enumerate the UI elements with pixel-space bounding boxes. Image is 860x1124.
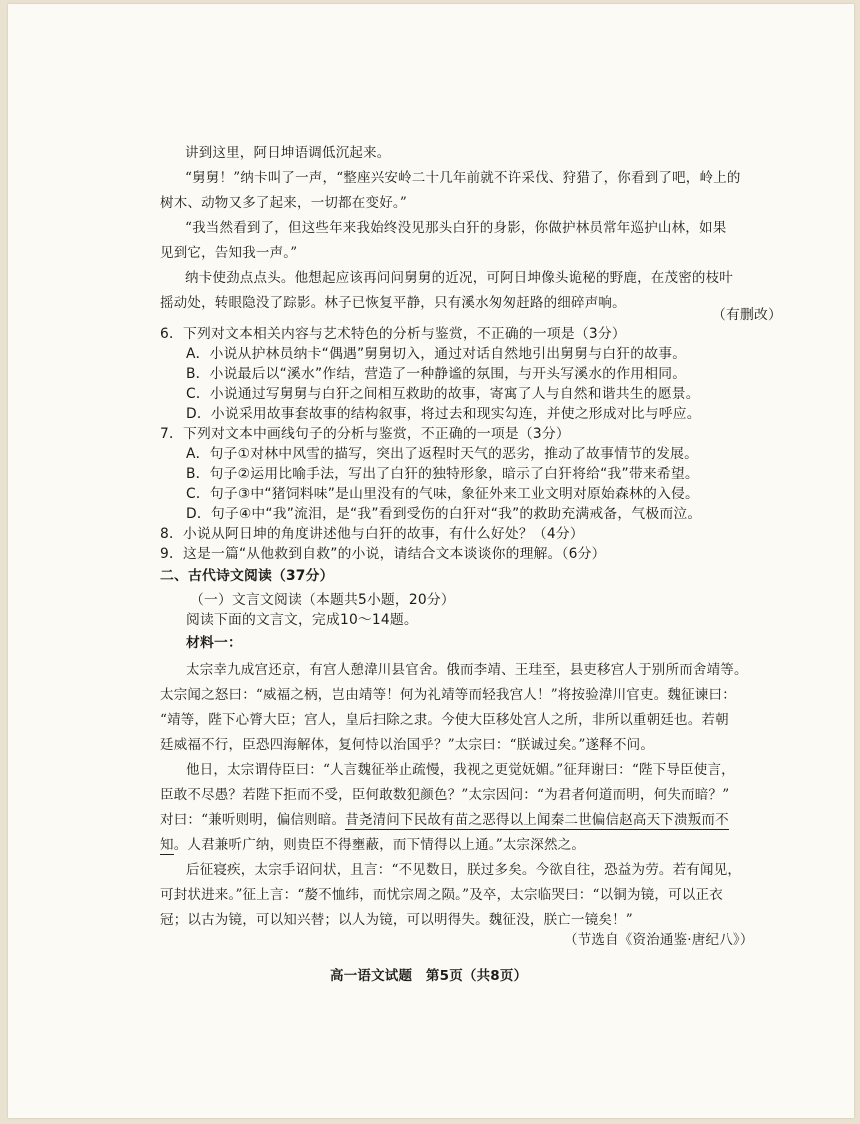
classical-paragraph-1-line-1: 太宗幸九成宫还京，有宫人憩湋川县官舍。俄而李靖、王珪至，县吏移宫人于别所而舍靖等。 (186, 662, 748, 678)
question-9: 9．这是一篇“从他救到自救”的小说，请结合文本谈谈你的理解。（6分） (160, 546, 606, 562)
question-8: 8．小说从阿日坤的角度讲述他与白犴的故事，有什么好处？（4分） (160, 526, 584, 542)
question-6: 6．下列对文本相关内容与艺术特色的分析与鉴赏，不正确的一项是（3分） (160, 326, 626, 342)
classical-paragraph-2-line-1: 他日，太宗谓侍臣曰：“人言魏征举止疏慢，我视之更觉妩媚。”征拜谢曰：“陛下导臣使言， (186, 762, 735, 778)
question-6-option-b: B．小说最后以“溪水”作结，营造了一种静谧的氛围，与开头写溪水的作用相同。 (186, 366, 687, 382)
classical-paragraph-3-line-2: 可封状进来。”征上言：“嫠不恤纬，而忧宗周之陨。”及卒，太宗临哭曰：“以铜为镜，可以正衣 (160, 887, 723, 903)
passage-paragraph-4-line-2: 摇动处，转眼隐没了踪影。林子已恢复平静，只有溪水匆匆赶路的细碎声响。 (160, 295, 626, 311)
classical-paragraph-1-line-2: 太宗闻之怒曰：“威福之柄，岂由靖等！何为礼靖等而轻我宫人！”将按验湋川官吏。魏征谏曰： (160, 687, 736, 703)
classical-closing-text: 。人君兼听广纳，则贵臣不得壅蔽，而下情得以上通。”太宗深然之。 (173, 837, 586, 853)
classical-reading-subheading: （一）文言文阅读（本题共5小题，20分） (190, 592, 455, 608)
classical-paragraph-2-line-2: 臣敢不尽愚？若陛下拒而不受，臣何敢数犯颜色？”太宗因问：“为君者何道而明，何失而暗？” (160, 787, 730, 803)
section-2-heading: 二、古代诗文阅读（37分） (160, 568, 334, 584)
question-7-option-c: C．句子③中“猪饲料味”是山里没有的气味，象征外来工业文明对原始森林的入侵。 (186, 486, 699, 502)
classical-paragraph-1-line-4: 廷威福不行，臣恐四海解体，复何恃以治国乎？”太宗曰：“朕诚过矣。”遂释不问。 (160, 737, 655, 753)
passage-paragraph-2-line-2: 树木、动物又多了起来，一切都在变好。” (160, 195, 407, 211)
passage-paragraph-2-line-1: “舅舅！”纳卡叫了一声，“整座兴安岭二十几年前就不许采伐、狩猎了，你看到了吧，岭上的 (185, 170, 741, 186)
underlined-sentence-part-1: 昔尧清问下民故有苗之恶得以上闻秦二世偏信赵高天下溃叛而不 (345, 812, 729, 828)
page-footer: 高一语文试题 第5页（共8页） (330, 968, 528, 984)
passage-paragraph-4-line-1: 纳卡使劲点点头。他想起应该再问问舅舅的近况，可阿日坤像头诡秘的野鹿，在茂密的枝叶 (185, 270, 733, 286)
underlined-sentence-part-2: 知 (160, 837, 174, 853)
classical-reply-text: 对曰：“兼听则明，偏信则暗。 (160, 812, 346, 828)
question-7-option-b: B．句子②运用比喻手法，写出了白犴的独特形象，暗示了白犴将给“我”带来希望。 (186, 466, 699, 482)
material-one-label: 材料一： (186, 635, 242, 651)
classical-paragraph-2-line-4 (160, 835, 585, 855)
classical-reading-instruction: 阅读下面的文言文，完成10～14题。 (186, 612, 418, 628)
question-6-option-d: D．小说采用故事套故事的结构叙事，将过去和现实勾连，并使之形成对比与呼应。 (186, 406, 701, 422)
classical-paragraph-3-line-1: 后征寝疾，太宗手诏问状，且言：“不见数日，朕过多矣。今欲自往，恐益为劳。若有闻见， (186, 862, 742, 878)
classical-source: （节选自《资治通鉴·唐纪八》） (564, 932, 754, 948)
question-6-option-a: A．小说从护林员纳卡“偶遇”舅舅切入，通过对话自然地引出舅舅与白犴的故事。 (186, 346, 687, 362)
question-7: 7．下列对文本中画线句子的分析与鉴赏，不正确的一项是（3分） (160, 426, 570, 442)
question-6-option-c: C．小说通过写舅舅与白犴之间相互救助的故事，寄寓了人与自然和谐共生的愿景。 (186, 386, 700, 402)
classical-paragraph-3-line-3: 冠；以古为镜，可以知兴替；以人为镜，可以明得失。魏征没，朕亡一镜矣！” (160, 912, 633, 928)
revision-note: （有删改） (712, 307, 782, 323)
question-7-option-a: A．句子①对林中风雪的描写，突出了返程时天气的恶劣，推动了故事情节的发展。 (186, 446, 699, 462)
classical-paragraph-1-line-3: “靖等，陛下心膂大臣；宫人，皇后扫除之隶。今使大臣移处宫人之所，非所以重朝廷也。若朝 (160, 712, 729, 728)
passage-paragraph-1: 讲到这里，阿日坤语调低沉起来。 (185, 145, 391, 161)
passage-paragraph-3-line-1: “我当然看到了，但这些年来我始终没见那头白犴的身影，你做护林员常年巡护山林，如果 (185, 220, 727, 236)
passage-paragraph-3-line-2: 见到它，告知我一声。” (160, 245, 298, 261)
question-7-option-d: D．句子④中“我”流泪，是“我”看到受伤的白犴对“我”的救助充满戒备，气极而泣。 (186, 506, 702, 522)
classical-paragraph-2-line-3 (160, 810, 729, 830)
